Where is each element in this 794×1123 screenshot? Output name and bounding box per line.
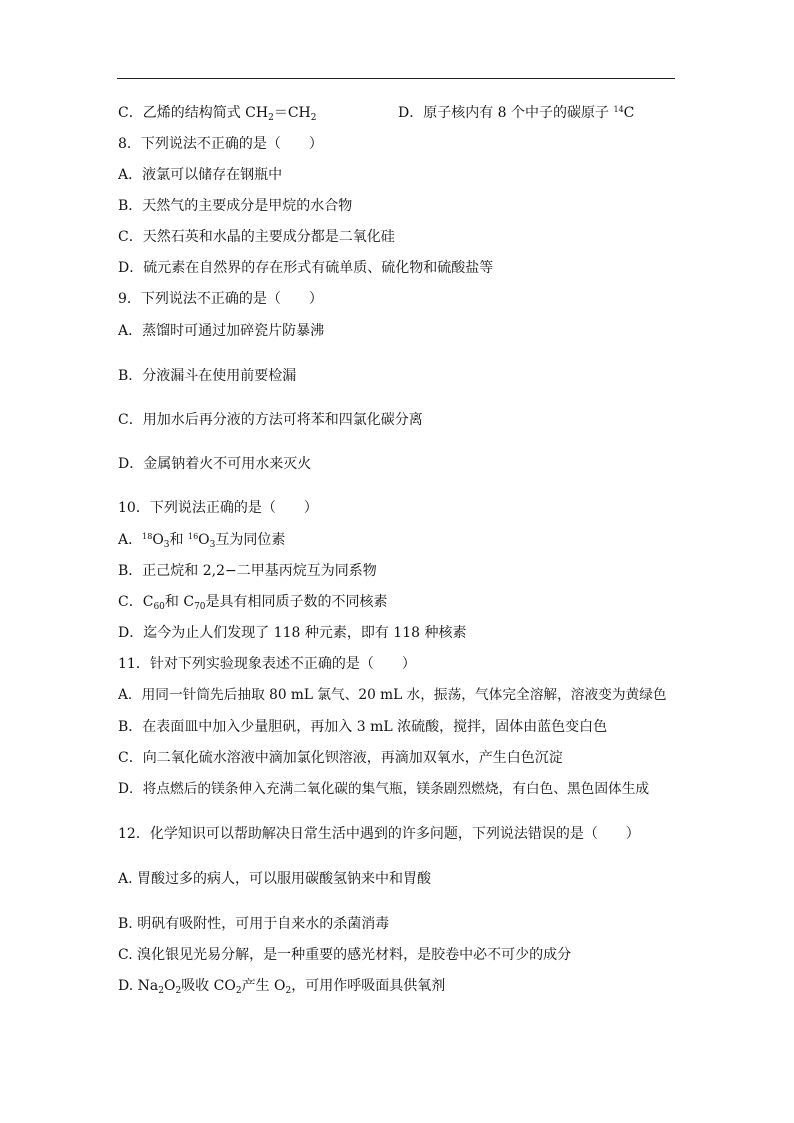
q9-option-d: D．金属钠着火不可用水来灭火 — [118, 456, 312, 472]
q7-option-c: C．乙烯的结构简式 $CH_2=CH_2$ — [118, 105, 317, 123]
q10-option-d: D．迄今为止人们发现了 118 种元素，即有 118 种核素 — [118, 625, 467, 641]
q11-stem: 11．针对下列实验现象表述不正确的是（ ） — [118, 656, 416, 672]
q11-option-d: D．将点燃后的镁条伸入充满二氧化碳的集气瓶，镁条剧烈燃烧，有白色、黑色固体生成 — [118, 781, 650, 797]
q12-option-d: D. $Na_2O_2$吸收 $CO_2$产生 $O_2$，可用作呼吸面具供氧剂 — [118, 978, 446, 996]
q9-stem: 9．下列说法不正确的是（ ） — [118, 291, 323, 307]
q12-stem: 12．化学知识可以帮助解决日常生活中遇到的许多问题，下列说法错误的是（ ） — [118, 826, 640, 842]
q10-option-b: B．正己烷和 2,2−二甲基丙烷互为同系物 — [118, 563, 377, 579]
q11-option-b: B．在表面皿中加入少量胆矾，再加入 3 mL 浓硫酸，搅拌，固体由蓝色变白色 — [118, 719, 608, 735]
q8-option-a: A．液氯可以储存在钢瓶中 — [118, 167, 283, 183]
q9-option-c: C．用加水后再分液的方法可将苯和四氯化碳分离 — [118, 412, 423, 428]
q10-option-a: A．$^{18}O_3$和 $^{16}O_3$互为同位素 — [118, 532, 286, 550]
header-rule — [117, 78, 675, 79]
q12-option-b: B. 明矾有吸附性，可用于自来水的杀菌消毒 — [118, 916, 390, 932]
q7-option-d: D．原子核内有 8 个中子的碳原子 $^{14}$C — [398, 105, 635, 121]
q10-stem: 10．下列说法正确的是（ ） — [118, 500, 318, 516]
q12-option-a: A. 胃酸过多的病人，可以服用碳酸氢钠来中和胃酸 — [118, 871, 432, 887]
q9-option-a: A．蒸馏时可通过加碎瓷片防暴沸 — [118, 323, 325, 339]
q11-option-c: C．向二氧化硫水溶液中滴加氯化钡溶液，再滴加双氧水，产生白色沉淀 — [118, 750, 563, 766]
q8-stem: 8．下列说法不正确的是（ ） — [118, 136, 323, 152]
q8-option-c: C．天然石英和水晶的主要成分都是二氧化硅 — [118, 229, 395, 245]
q9-option-b: B．分液漏斗在使用前要检漏 — [118, 368, 297, 384]
q11-option-a: A．用同一针筒先后抽取 80 mL 氯气、20 mL 水，振荡，气体完全溶解，溶液变为黄绿色 — [118, 687, 667, 703]
q12-option-c: C. 溴化银见光易分解，是一种重要的感光材料，是胶卷中必不可少的成分 — [118, 947, 572, 963]
q8-option-b: B．天然气的主要成分是甲烷的水合物 — [118, 198, 353, 214]
q8-option-d: D．硫元素在自然界的存在形式有硫单质、硫化物和硫酸盐等 — [118, 260, 494, 276]
q10-option-c: C．$C_{60}$和 $C_{70}$是具有相同质子数的不同核素 — [118, 594, 388, 612]
